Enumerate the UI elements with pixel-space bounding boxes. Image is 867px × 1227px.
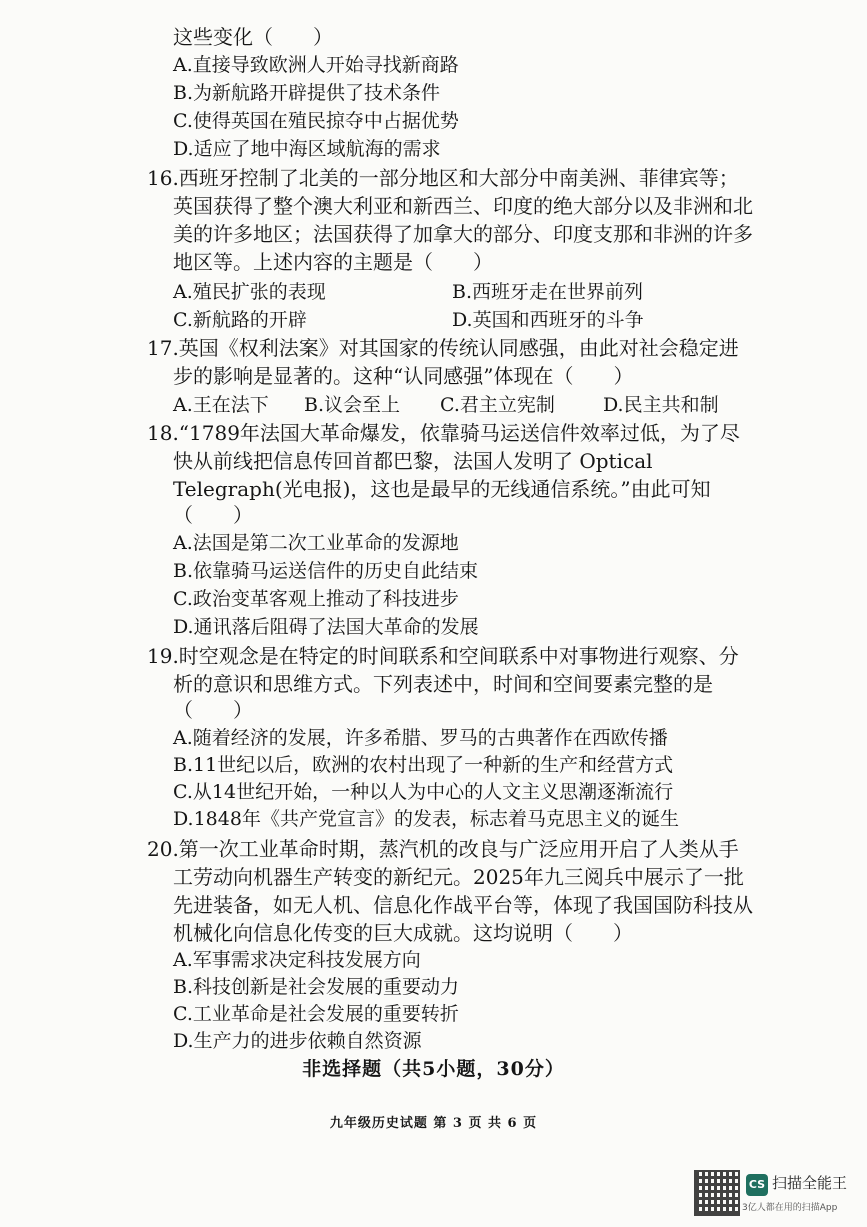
q17-stem-line-1: 17.英国《权利法案》对其国家的传统认同感强，由此对社会稳定进: [147, 336, 739, 360]
q20-stem-line-2: 工劳动向机器生产转变的新纪元。2025年九三阅兵中展示了一批: [173, 865, 744, 889]
q17-option-a: A.王在法下: [173, 394, 269, 416]
q18-option-b: B.依靠骑马运送信件的历史自此结束: [173, 560, 479, 582]
page-footer: 九年级历史试题 第 3 页 共 6 页: [329, 1116, 538, 1131]
q19-option-c: C.从14世纪开始，一种以人为中心的人文主义思潮逐渐流行: [173, 781, 674, 803]
scanner-brand-name: 扫描全能王: [772, 1174, 848, 1192]
q16-stem-line-3: 美的许多地区；法国获得了加拿大的部分、印度支那和非洲的许多: [173, 222, 753, 246]
q15-stem-tail: 这些变化（ ）: [173, 25, 333, 49]
q19-stem-line-1: 19.时空观念是在特定的时间联系和空间联系中对事物进行观察、分: [147, 644, 739, 668]
q20-stem-line-4: 机械化向信息化传变的巨大成就。这均说明（ ）: [173, 921, 633, 945]
camscanner-logo-icon: CS: [746, 1174, 768, 1196]
q20-option-a: A.军事需求决定科技发展方向: [173, 949, 421, 971]
q18-option-c: C.政治变革客观上推动了科技进步: [173, 588, 459, 610]
q20-option-b: B.科技创新是社会发展的重要动力: [173, 976, 460, 998]
q16-option-d: D.英国和西班牙的斗争: [452, 309, 644, 331]
q19-option-d: D.1848年《共产党宣言》的发表，标志着马克思主义的诞生: [173, 808, 679, 830]
q16-stem-line-2: 英国获得了整个澳大利亚和新西兰、印度的绝大部分以及非洲和北: [173, 194, 753, 218]
q19-stem-line-2: 析的意识和思维方式。下列表述中，时间和空间要素完整的是: [173, 672, 713, 696]
q16-stem-line-4: 地区等。上述内容的主题是（ ）: [173, 250, 493, 274]
q15-option-b: B.为新航路开辟提供了技术条件: [173, 82, 441, 104]
q16-stem-line-1: 16.西班牙控制了北美的一部分地区和大部分中南美洲、菲律宾等；: [147, 166, 739, 190]
qr-code-icon: [694, 1170, 740, 1216]
q16-option-b: B.西班牙走在世界前列: [452, 281, 644, 303]
q18-stem-line-3: Telegraph(光电报)，这也是最早的无线通信系统。”由此可知: [173, 477, 711, 501]
q17-stem-line-2: 步的影响是显著的。这种“认同感强”体现在（ ）: [173, 364, 634, 388]
q18-option-a: A.法国是第二次工业革命的发源地: [173, 532, 459, 554]
q19-option-a: A.随着经济的发展，许多希腊、罗马的古典著作在西欧传播: [173, 727, 668, 749]
q19-option-b: B.11世纪以后，欧洲的农村出现了一种新的生产和经营方式: [173, 754, 674, 776]
section-title-non-choice: 非选择题（共5小题，30分）: [302, 1058, 565, 1080]
scanner-tagline: 3亿人都在用的扫描App: [742, 1203, 838, 1213]
q15-option-a: A.直接导致欧洲人开始寻找新商路: [173, 54, 459, 76]
q20-stem-line-1: 20.第一次工业革命时期，蒸汽机的改良与广泛应用开启了人类从手: [147, 837, 739, 861]
q17-option-b: B.议会至上: [304, 394, 401, 416]
q18-stem-line-2: 快从前线把信息传回首都巴黎，法国人发明了 Optical: [173, 449, 653, 473]
q16-option-c: C.新航路的开辟: [173, 309, 307, 331]
q18-option-d: D.通讯落后阻碍了法国大革命的发展: [173, 616, 479, 638]
q18-stem-line-1: 18.“1789年法国大革命爆发，依靠骑马运送信件效率过低，为了尽: [147, 421, 740, 445]
q15-option-d: D.适应了地中海区域航海的需求: [173, 138, 441, 160]
q20-stem-line-3: 先进装备，如无人机、信息化作战平台等，体现了我国国防科技从: [173, 893, 753, 917]
q18-answer-bracket: （ ）: [173, 503, 253, 527]
q19-answer-bracket: （ ）: [173, 698, 253, 722]
q17-option-d: D.民主共和制: [603, 394, 719, 416]
q17-option-c: C.君主立宪制: [440, 394, 555, 416]
q16-option-a: A.殖民扩张的表现: [173, 281, 326, 303]
q20-option-d: D.生产力的进步依赖自然资源: [173, 1030, 422, 1052]
q15-option-c: C.使得英国在殖民掠夺中占据优势: [173, 110, 459, 132]
q20-option-c: C.工业革命是社会发展的重要转折: [173, 1003, 459, 1025]
